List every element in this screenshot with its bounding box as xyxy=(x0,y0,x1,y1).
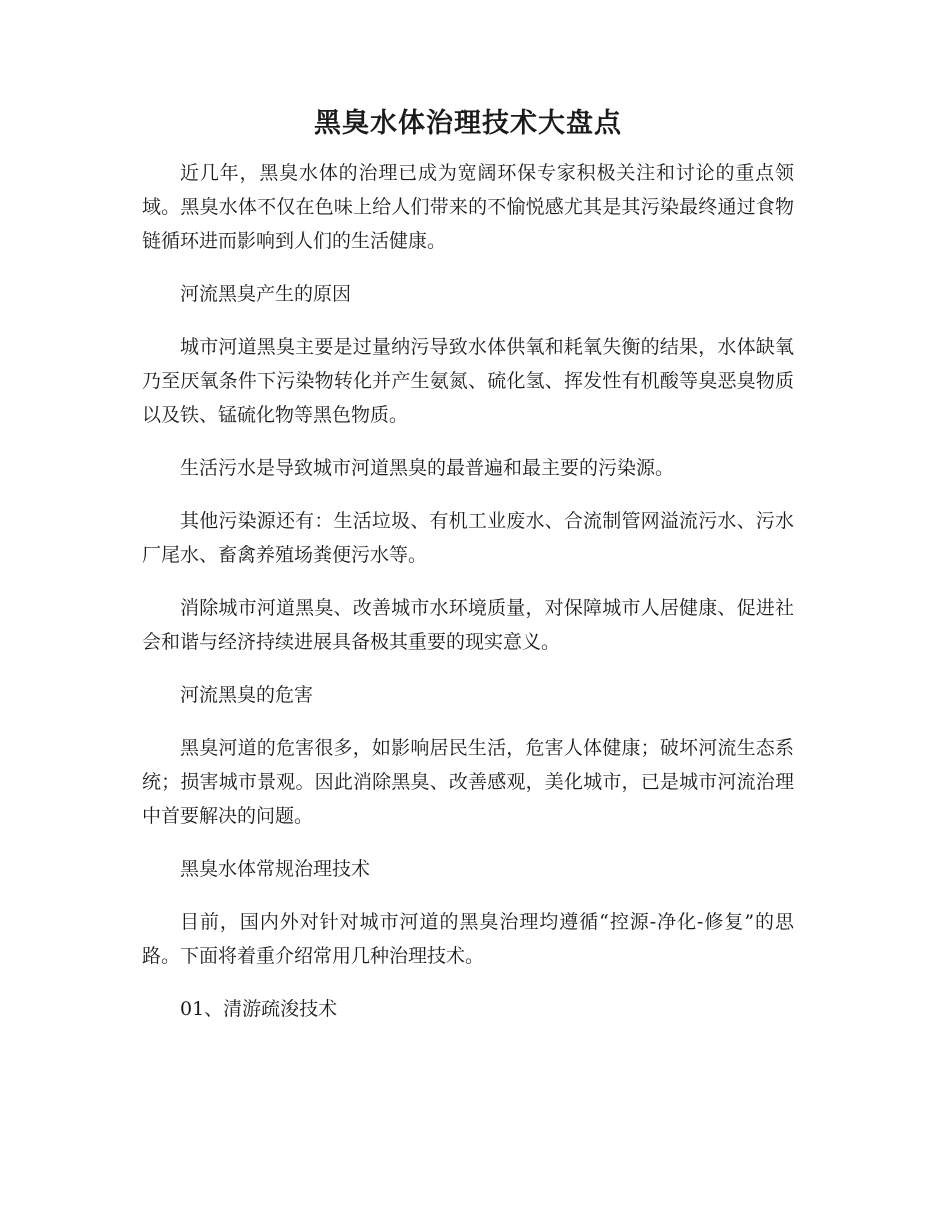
significance-paragraph: 消除城市河道黑臭、改善城市水环境质量，对保障城市人居健康、促进社会和谐与经济持续进展具备极其重要的现实意义。 xyxy=(142,597,794,654)
hazards-paragraph: 黑臭河道的危害很多，如影响居民生活，危害人体健康；破坏河流生态系统；损害城市景观。因此消除黑臭、改善感观，美化城市，已是城市河流治理中首要解决的问题。 xyxy=(142,737,794,828)
section-heading-causes: 河流黑臭产生的原因 xyxy=(180,283,352,306)
document-title: 黑臭水体治理技术大盘点 xyxy=(314,108,622,139)
intro-paragraph: 近几年，黑臭水体的治理已成为宽阔环保专家积极关注和讨论的重点领域。黑臭水体不仅在色味上给人们带来的不愉悦感尤其是其污染最终通过食物链循环进而影响到人们的生活健康。 xyxy=(142,162,794,253)
other-sources-paragraph: 其他污染源还有：生活垃圾、有机工业废水、合流制管网溢流污水、污水厂尾水、畜禽养殖场粪便污水等。 xyxy=(142,510,794,567)
section-heading-hazards: 河流黑臭的危害 xyxy=(180,684,314,707)
techniques-paragraph: 目前，国内外对针对城市河道的黑臭治理均遵循“控源-净化-修复”的思路。下面将着重介绍常用几种治理技术。 xyxy=(142,911,794,968)
section-heading-techniques: 黑臭水体常规治理技术 xyxy=(180,858,371,881)
document-page xyxy=(142,108,794,1045)
subsection-heading-dredging: 01、清游疏浚技术 xyxy=(180,998,338,1021)
sewage-paragraph: 生活污水是导致城市河道黑臭的最普遍和最主要的污染源。 xyxy=(180,457,675,480)
causes-paragraph: 城市河道黑臭主要是过量纳污导致水体供氧和耗氧失衡的结果，水体缺氧乃至厌氧条件下污染物转化并产生氨氮、硫化氢、挥发性有机酸等臭恶臭物质以及铁、锰硫化物等黑色物质。 xyxy=(142,336,794,427)
